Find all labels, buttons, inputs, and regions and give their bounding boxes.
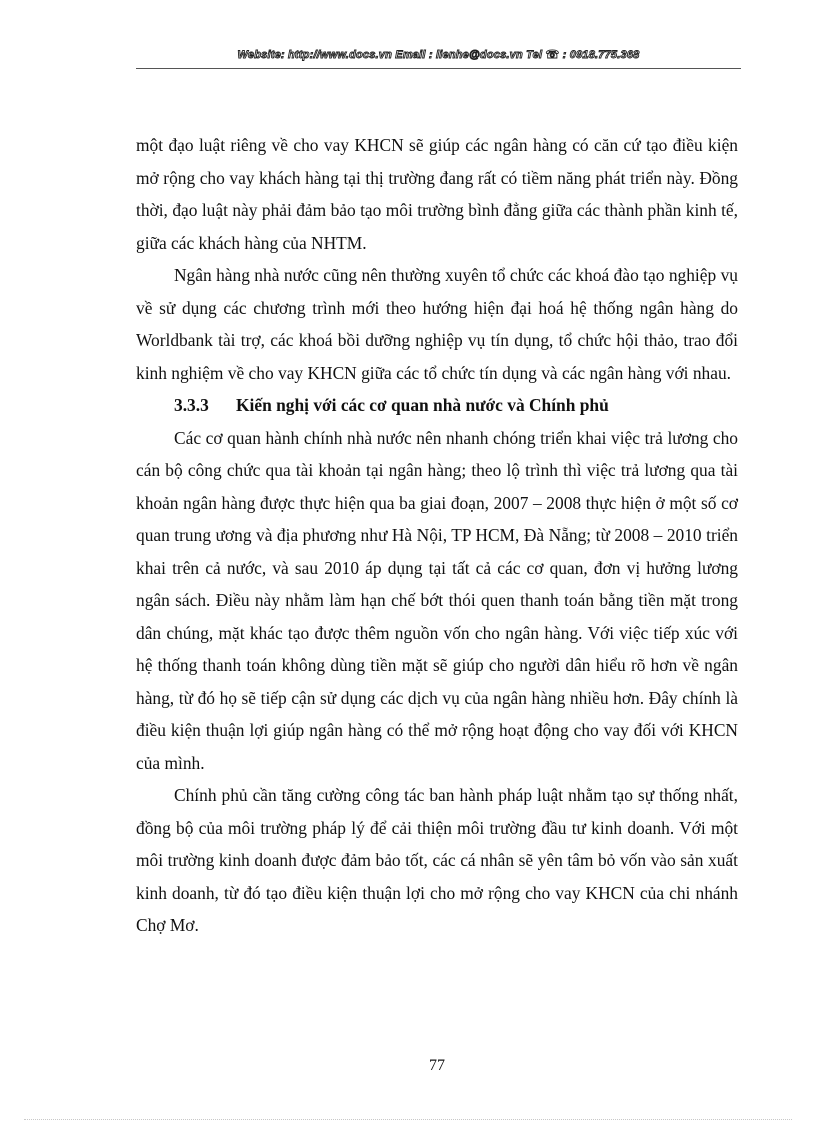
section-title: Kiến nghị với các cơ quan nhà nước và Chính phủ [236,395,609,415]
document-body [136,129,738,942]
page-bottom-rule [24,1119,792,1120]
section-number: 3.3.3 [174,395,209,415]
page-header: Website: http://www.docs.vn Email : lienhe@docs.vn Tel ☎ : 0918.775.368 [237,49,640,61]
page-number: 77 [429,1057,445,1074]
paragraph: Các cơ quan hành chính nhà nước nên nhanh chóng triển khai việc trả lương cho cán bộ công chức qua tài khoản tại ngân hàng; theo lộ trình thì việc trả lương qua tài khoản ngân hàng được thực hiện qua ba giai đoạn, 2007 – 2008 thực hiện ở một số cơ quan trung ương và địa phương như Hà Nội, TP HCM, Đà Nẵng; từ 2008 – 2010 triển khai trên cả nước, và sau 2010 áp dụng tại tất cả các cơ quan, đơn vị hưởng lương ngân sách. Điều này nhằm làm hạn chế bớt thói quen thanh toán bằng tiền mặt trong dân chúng, mặt khác tạo được thêm nguồn vốn cho ngân hàng. Với việc tiếp xúc với hệ thống thanh toán không dùng tiền mặt sẽ giúp cho người dân hiểu rõ hơn về ngân hàng, từ đó họ sẽ tiếp cận sử dụng các dịch vụ của ngân hàng nhiều hơn. Đây chính là điều kiện thuận lợi giúp ngân hàng có thể mở rộng hoạt động cho vay đối với KHCN của mình. [136,427,738,773]
paragraph: một đạo luật riêng về cho vay KHCN sẽ giúp các ngân hàng có căn cứ tạo điều kiện mở rộng cho vay khách hàng tại thị trường đang rất có tiềm năng phát triển này. Đồng thời, đạo luật này phải đảm bảo tạo môi trường bình đẳng giữa các thành phần kinh tế, giữa các khách hàng của NHTM. [136,135,738,253]
header-rule [136,68,741,69]
section-heading [136,389,738,422]
paragraph: Chính phủ cần tăng cường công tác ban hành pháp luật nhằm tạo sự thống nhất, đồng bộ của môi trường pháp lý để cải thiện môi trường đầu tư kinh doanh. Với một môi trường kinh doanh được đảm bảo tốt, các cá nhân sẽ yên tâm bỏ vốn vào sản xuất kinh doanh, từ đó tạo điều kiện thuận lợi cho mở rộng cho vay KHCN của chi nhánh Chợ Mơ. [136,785,738,935]
paragraph: Ngân hàng nhà nước cũng nên thường xuyên tổ chức các khoá đào tạo nghiệp vụ về sử dụng các chương trình mới theo hướng hiện đại hoá hệ thống ngân hàng do Worldbank tài trợ, các khoá bồi dưỡng nghiệp vụ tín dụng, tổ chức hội thảo, trao đổi kinh nghiệm về cho vay KHCN giữa các tổ chức tín dụng và các ngân hàng với nhau. [136,265,738,383]
